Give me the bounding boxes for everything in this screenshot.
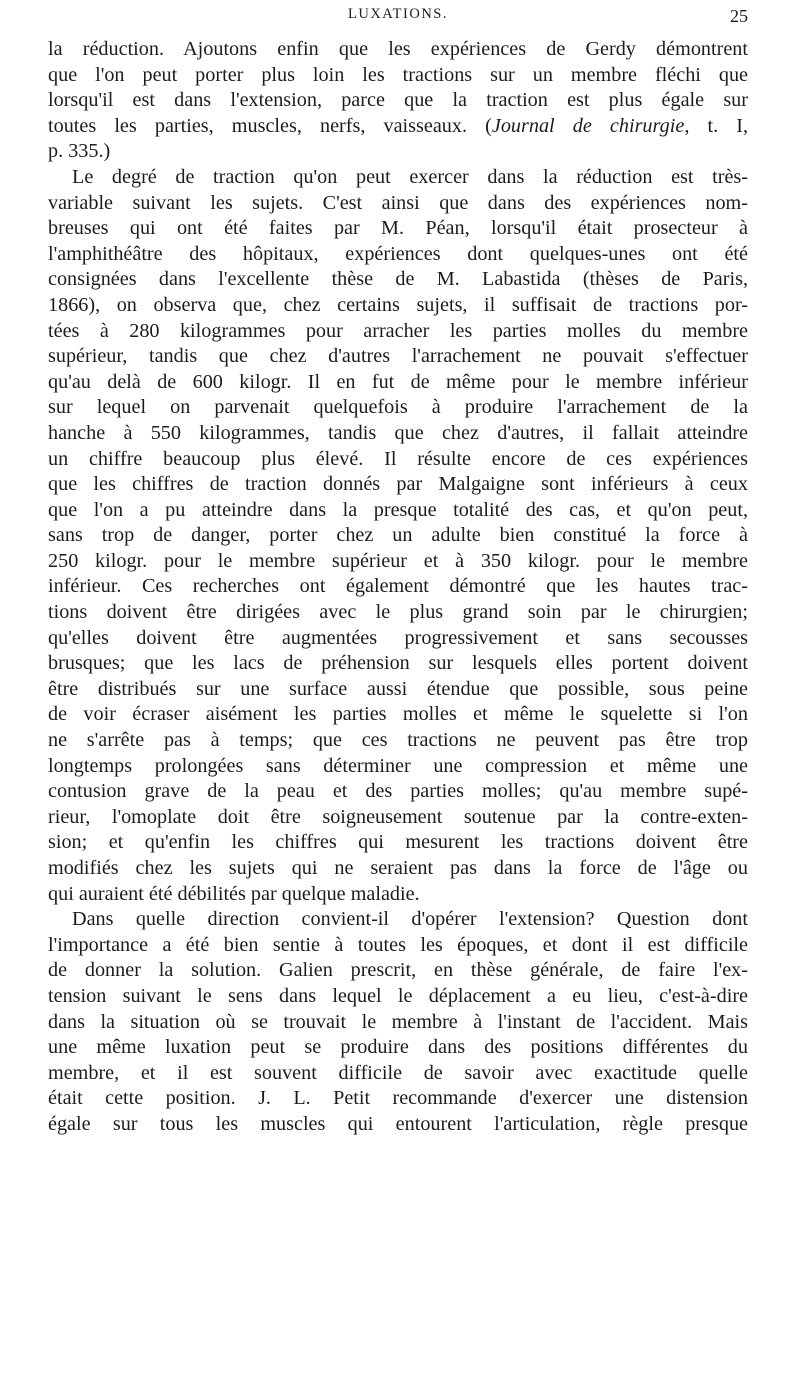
text-line: qu'au delà de 600 kilogr. Il en fut de même pour le membre inférieur (48, 370, 748, 393)
text-line: sans trop de danger, porter chez un adulte bien constitué la force à (48, 524, 748, 547)
text-line: brusques; que les lacs de préhension sur lesquels elles portent doivent (48, 652, 748, 675)
text-line: l'importance a été bien sentie à toutes les époques, et dont il est difficile (48, 933, 748, 956)
text-line: l'amphithéâtre des hôpitaux, expériences dont quelques-unes ont été (48, 242, 748, 265)
text-line: dans la situation où se trouvait le membre à l'instant de l'accident. Mais (48, 1010, 748, 1033)
text-line: variable suivant les sujets. C'est ainsi que dans des expériences nom- (48, 191, 748, 214)
text-line: longtemps prolongées sans déterminer une compression et même une (48, 754, 748, 777)
text-line: sur lequel on parvenait quelquefois à produire l'arrachement de la (48, 396, 748, 419)
paragraph-2 (48, 165, 748, 907)
text-line: contusion grave de la peau et des parties molles; qu'au membre supé- (48, 780, 748, 803)
page-number: 25 (730, 6, 748, 26)
paragraph-1 (48, 37, 748, 165)
text-line: ne s'arrête pas à temps; que ces tractions ne peuvent pas être trop (48, 729, 748, 752)
text-line: rieur, l'omoplate doit être soigneusement soutenue par la contre-exten- (48, 805, 748, 828)
text-line: que l'on peut porter plus loin les tractions sur un membre fléchi que (48, 63, 748, 86)
text-line: inférieur. Ces recherches ont également démontré que les hautes trac- (48, 575, 748, 598)
text-line: tension suivant le sens dans lequel le déplacement a eu lieu, c'est-à-dire (48, 984, 748, 1007)
text-line: la réduction. Ajoutons enfin que les expériences de Gerdy démontrent (48, 38, 748, 60)
text-line: égale sur tous les muscles qui entourent l'articulation, règle presque (48, 1112, 748, 1135)
text-line: qui auraient été débilités par quelque maladie. (48, 882, 420, 905)
book-page (48, 0, 748, 1138)
text-line: p. 335.) (48, 140, 111, 163)
text-line: tions doivent être dirigées avec le plus grand soin par le chirurgien; (48, 601, 748, 624)
text-line: que les chiffres de traction donnés par Malgaigne sont inférieurs à ceux (48, 473, 748, 496)
running-head: LUXATIONS. (348, 6, 448, 22)
text-line: consignées dans l'excellente thèse de M. Labastida (thèses de Paris, (48, 268, 748, 291)
paragraph-3 (48, 907, 748, 1137)
text-line: Dans quelle direction convient-il d'opérer l'extension? Question dont (72, 908, 748, 931)
text-line: qu'elles doivent être augmentées progressivement et sans secousses (48, 626, 748, 649)
page-header (48, 6, 748, 32)
text-line: était cette position. J. L. Petit recommande d'exercer une distension (48, 1087, 748, 1110)
body-text (48, 37, 748, 1138)
text-line: de donner la solution. Galien prescrit, en thèse générale, de faire l'ex- (48, 959, 748, 982)
text-line: sion; et qu'enfin les chiffres qui mesurent les tractions doivent être (48, 831, 748, 854)
text-line: 250 kilogr. pour le membre supérieur et à 350 kilogr. pour le membre (48, 549, 748, 572)
text-line: modifiés chez les sujets qui ne seraient pas dans la force de l'âge ou (48, 857, 748, 879)
text-line: supérieur, tandis que chez d'autres l'arrachement ne pouvait s'effectuer (48, 345, 748, 368)
text-line: tées à 280 kilogrammes pour arracher les parties molles du membre (48, 319, 748, 342)
text-line: toutes les parties, muscles, nerfs, vaisseaux. (Journal de chirurgie, t. I, (48, 114, 748, 137)
text-line: de voir écraser aisément les parties molles et même le squelette si l'on (48, 703, 748, 726)
text-line: 1866), on observa que, chez certains sujets, il suffisait de tractions por- (48, 293, 748, 316)
text-line: être distribués sur une surface aussi étendue que possible, sous peine (48, 677, 748, 700)
text-line: lorsqu'il est dans l'extension, parce que la traction est plus égale sur (48, 89, 748, 112)
text-line: un chiffre beaucoup plus élevé. Il résulte encore de ces expériences (48, 447, 748, 470)
text-line: hanche à 550 kilogrammes, tandis que chez d'autres, il fallait atteindre (48, 421, 748, 444)
text-line: une même luxation peut se produire dans des positions différentes du (48, 1036, 748, 1059)
text-line: Le degré de traction qu'on peut exercer dans la réduction est très- (72, 165, 748, 188)
text-line: membre, et il est souvent difficile de savoir avec exactitude quelle (48, 1061, 748, 1084)
text-line: que l'on a pu atteindre dans la presque totalité des cas, et qu'on peut, (48, 498, 748, 521)
text-line: breuses qui ont été faites par M. Péan, lorsqu'il était prosecteur à (48, 217, 748, 240)
